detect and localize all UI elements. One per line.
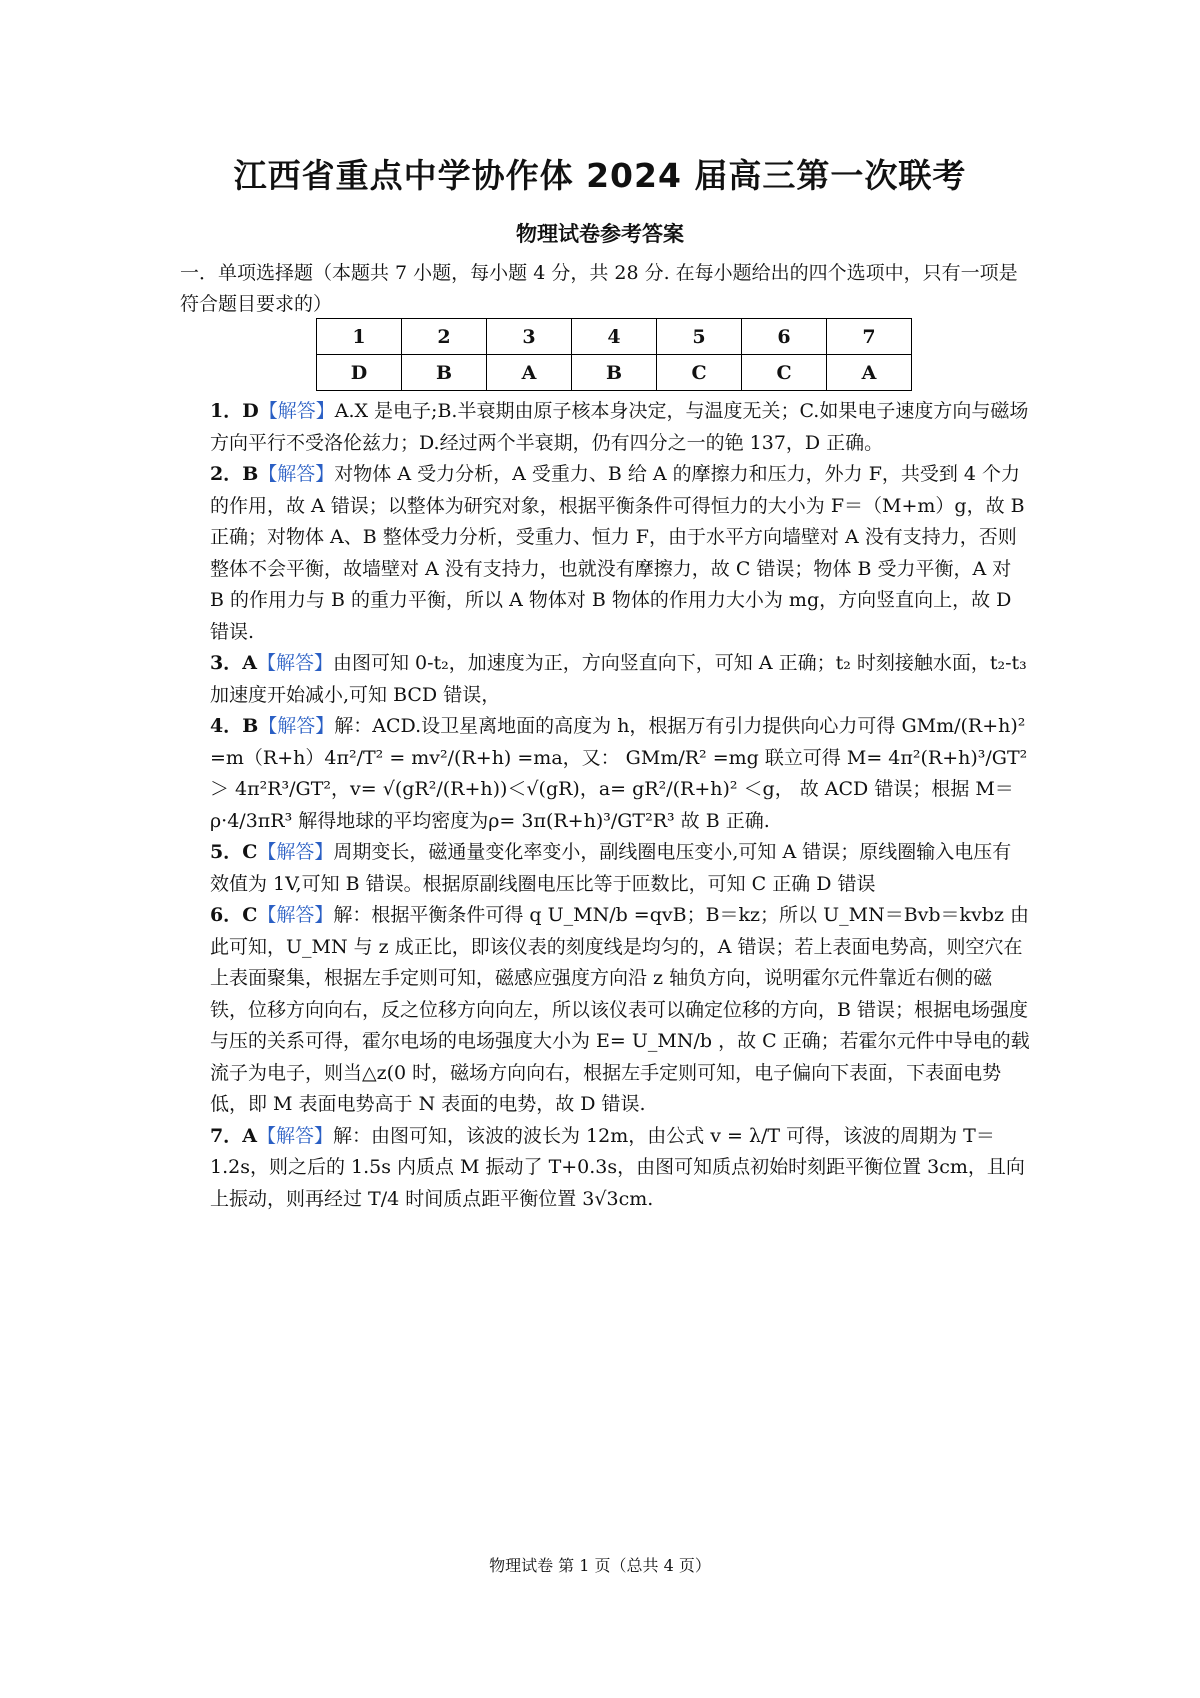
answer-label: 【解答】	[257, 904, 334, 926]
answer-table-answers	[317, 355, 912, 391]
solution-item	[210, 459, 1030, 648]
answer-num: 4	[572, 319, 657, 355]
page-title: 江西省重点中学协作体 2024 届高三第一次联考	[233, 156, 967, 195]
answer-label: 【解答】	[256, 1124, 333, 1147]
solution-number: 7．A	[210, 1124, 257, 1147]
answer-num: 2	[402, 319, 487, 355]
solution-number: 4．B	[210, 715, 259, 737]
solution-item	[210, 900, 1030, 1121]
answer-num: 5	[657, 319, 742, 355]
solution-text: A.X 是电子;B.半衰期由原子核本身决定，与温度无关；C.如果电子速度方向与磁场方向平行不受洛伦兹力；D.经过两个半衰期，仍有四分之一的铯 137，D 正确。	[210, 400, 1029, 454]
solution-text: 解：ACD.设卫星离地面的高度为 h，根据万有引力提供向心力可得 GMm/(R+h)² =m（R+h）4π²/T² = mv²/(R+h) =ma，又： GMm/R² =mg 联立可得 M= 4π²(R+h)³/GT² ＞ 4π²R³/GT²，v= √(gR²/(R+h))＜√(gR)，a= gR²/(R+h)² ＜g， 故 ACD 错误；根据 M＝ρ·4/3πR³ 解得地球的平均密度为ρ= 3π(R+h)³/GT²R³ 故 B 正确.	[210, 715, 1028, 832]
solution-text: 对物体 A 受力分析，A 受重力、B 给 A 的摩擦力和压力，外力 F，共受到 4 个力的作用，故 A 错误；以整体为研究对象，根据平衡条件可得恒力的大小为 F＝（M+m）g，故 B 正确；对物体 A、B 整体受力分析，受重力、恒力 F，由于水平方向墙壁对 A 没有支持力，否则整体不会平衡，故墙壁对 A 没有支持力，也就没有摩擦力，故 C 错误；物体 B 受力平衡，A 对 B 的作用力与 B 的重力平衡，所以 A 物体对 B 物体的作用力大小为 mg，方向竖直向上，故 D 错误.	[210, 463, 1025, 643]
solution-number: 5．C	[210, 841, 258, 863]
solution-text: 解：根据平衡条件可得 q U_MN/b =qvB；B＝kz；所以 U_MN＝Bvb＝kvbz 由此可知，U_MN 与 z 成正比，即该仪表的刻度线是均匀的，A 错误；若上表面电势高，则空穴在上表面聚集，根据左手定则可知，磁感应强度方向沿 z 轴负方向，说明霍尔元件靠近右侧的磁铁，位移方向向右，反之位移方向向左，所以该仪表可以确定位移的方向，B 错误；根据电场强度与压的关系可得，霍尔电场的电场强度大小为 E= U_MN/b ，故 C 正确；若霍尔元件中导电的载流子为电子，则当△z(0 时，磁场方向向右，根据左手定则可知，电子偏向下表面，下表面电势低，即 M 表面电势高于 N 表面的电势，故 D 错误.	[210, 904, 1030, 1115]
answer-label: 【解答】	[257, 841, 334, 863]
solutions	[210, 396, 1030, 1215]
page-subtitle: 物理试卷参考答案	[516, 222, 684, 246]
answer-label: 【解答】	[258, 463, 335, 485]
answer-label: 【解答】	[258, 400, 335, 422]
solution-item	[210, 711, 1030, 837]
solution-number: 2．B	[210, 463, 259, 485]
answer-table-numbers	[317, 319, 912, 355]
answer-num: 1	[317, 319, 402, 355]
answer-num: 3	[487, 319, 572, 355]
page-footer: 物理试卷 第 1 页（总共 4 页）	[489, 1556, 711, 1575]
answer-choice: D	[317, 355, 402, 391]
answer-choice: C	[742, 355, 827, 391]
solution-item	[210, 648, 1030, 711]
solution-item	[210, 396, 1030, 459]
solution-item	[210, 1121, 1030, 1216]
solution-item	[210, 837, 1030, 900]
answer-choice: A	[827, 355, 912, 391]
answer-table	[316, 318, 912, 391]
answer-choice: A	[487, 355, 572, 391]
solution-text: 周期变长，磁通量变化率变小，副线圈电压变小,可知 A 错误；原线圈输入电压有效值为 1V,可知 B 错误。根据原副线圈电压比等于匝数比，可知 C 正确 D 错误	[210, 841, 1012, 895]
solution-text: 解：由图可知，该波的波长为 12m，由公式 v = λ/T 可得，该波的周期为 T＝1.2s，则之后的 1.5s 内质点 M 振动了 T+0.3s，由图可知质点初始时刻距平衡位置 3cm，且向上振动，则再经过 T/4 时间质点距平衡位置 3√3cm.	[210, 1124, 1025, 1210]
answer-choice: B	[402, 355, 487, 391]
answer-label: 【解答】	[256, 652, 333, 674]
answer-choice: B	[572, 355, 657, 391]
answer-choice: C	[657, 355, 742, 391]
solution-text: 由图可知 0-t₂，加速度为正，方向竖直向下，可知 A 正确；t₂ 时刻接触水面，t₂-t₃ 加速度开始减小,可知 BCD 错误，	[210, 652, 1027, 706]
answer-num: 6	[742, 319, 827, 355]
solution-number: 1．D	[210, 400, 259, 422]
solution-number: 3．A	[210, 652, 257, 674]
solution-number: 6．C	[210, 904, 258, 926]
answer-label: 【解答】	[258, 715, 335, 737]
answer-num: 7	[827, 319, 912, 355]
section1-heading: 一．单项选择题（本题共 7 小题，每小题 4 分，共 28 分. 在每小题给出的四个选项中，只有一项是符合题目要求的）	[180, 262, 1018, 315]
